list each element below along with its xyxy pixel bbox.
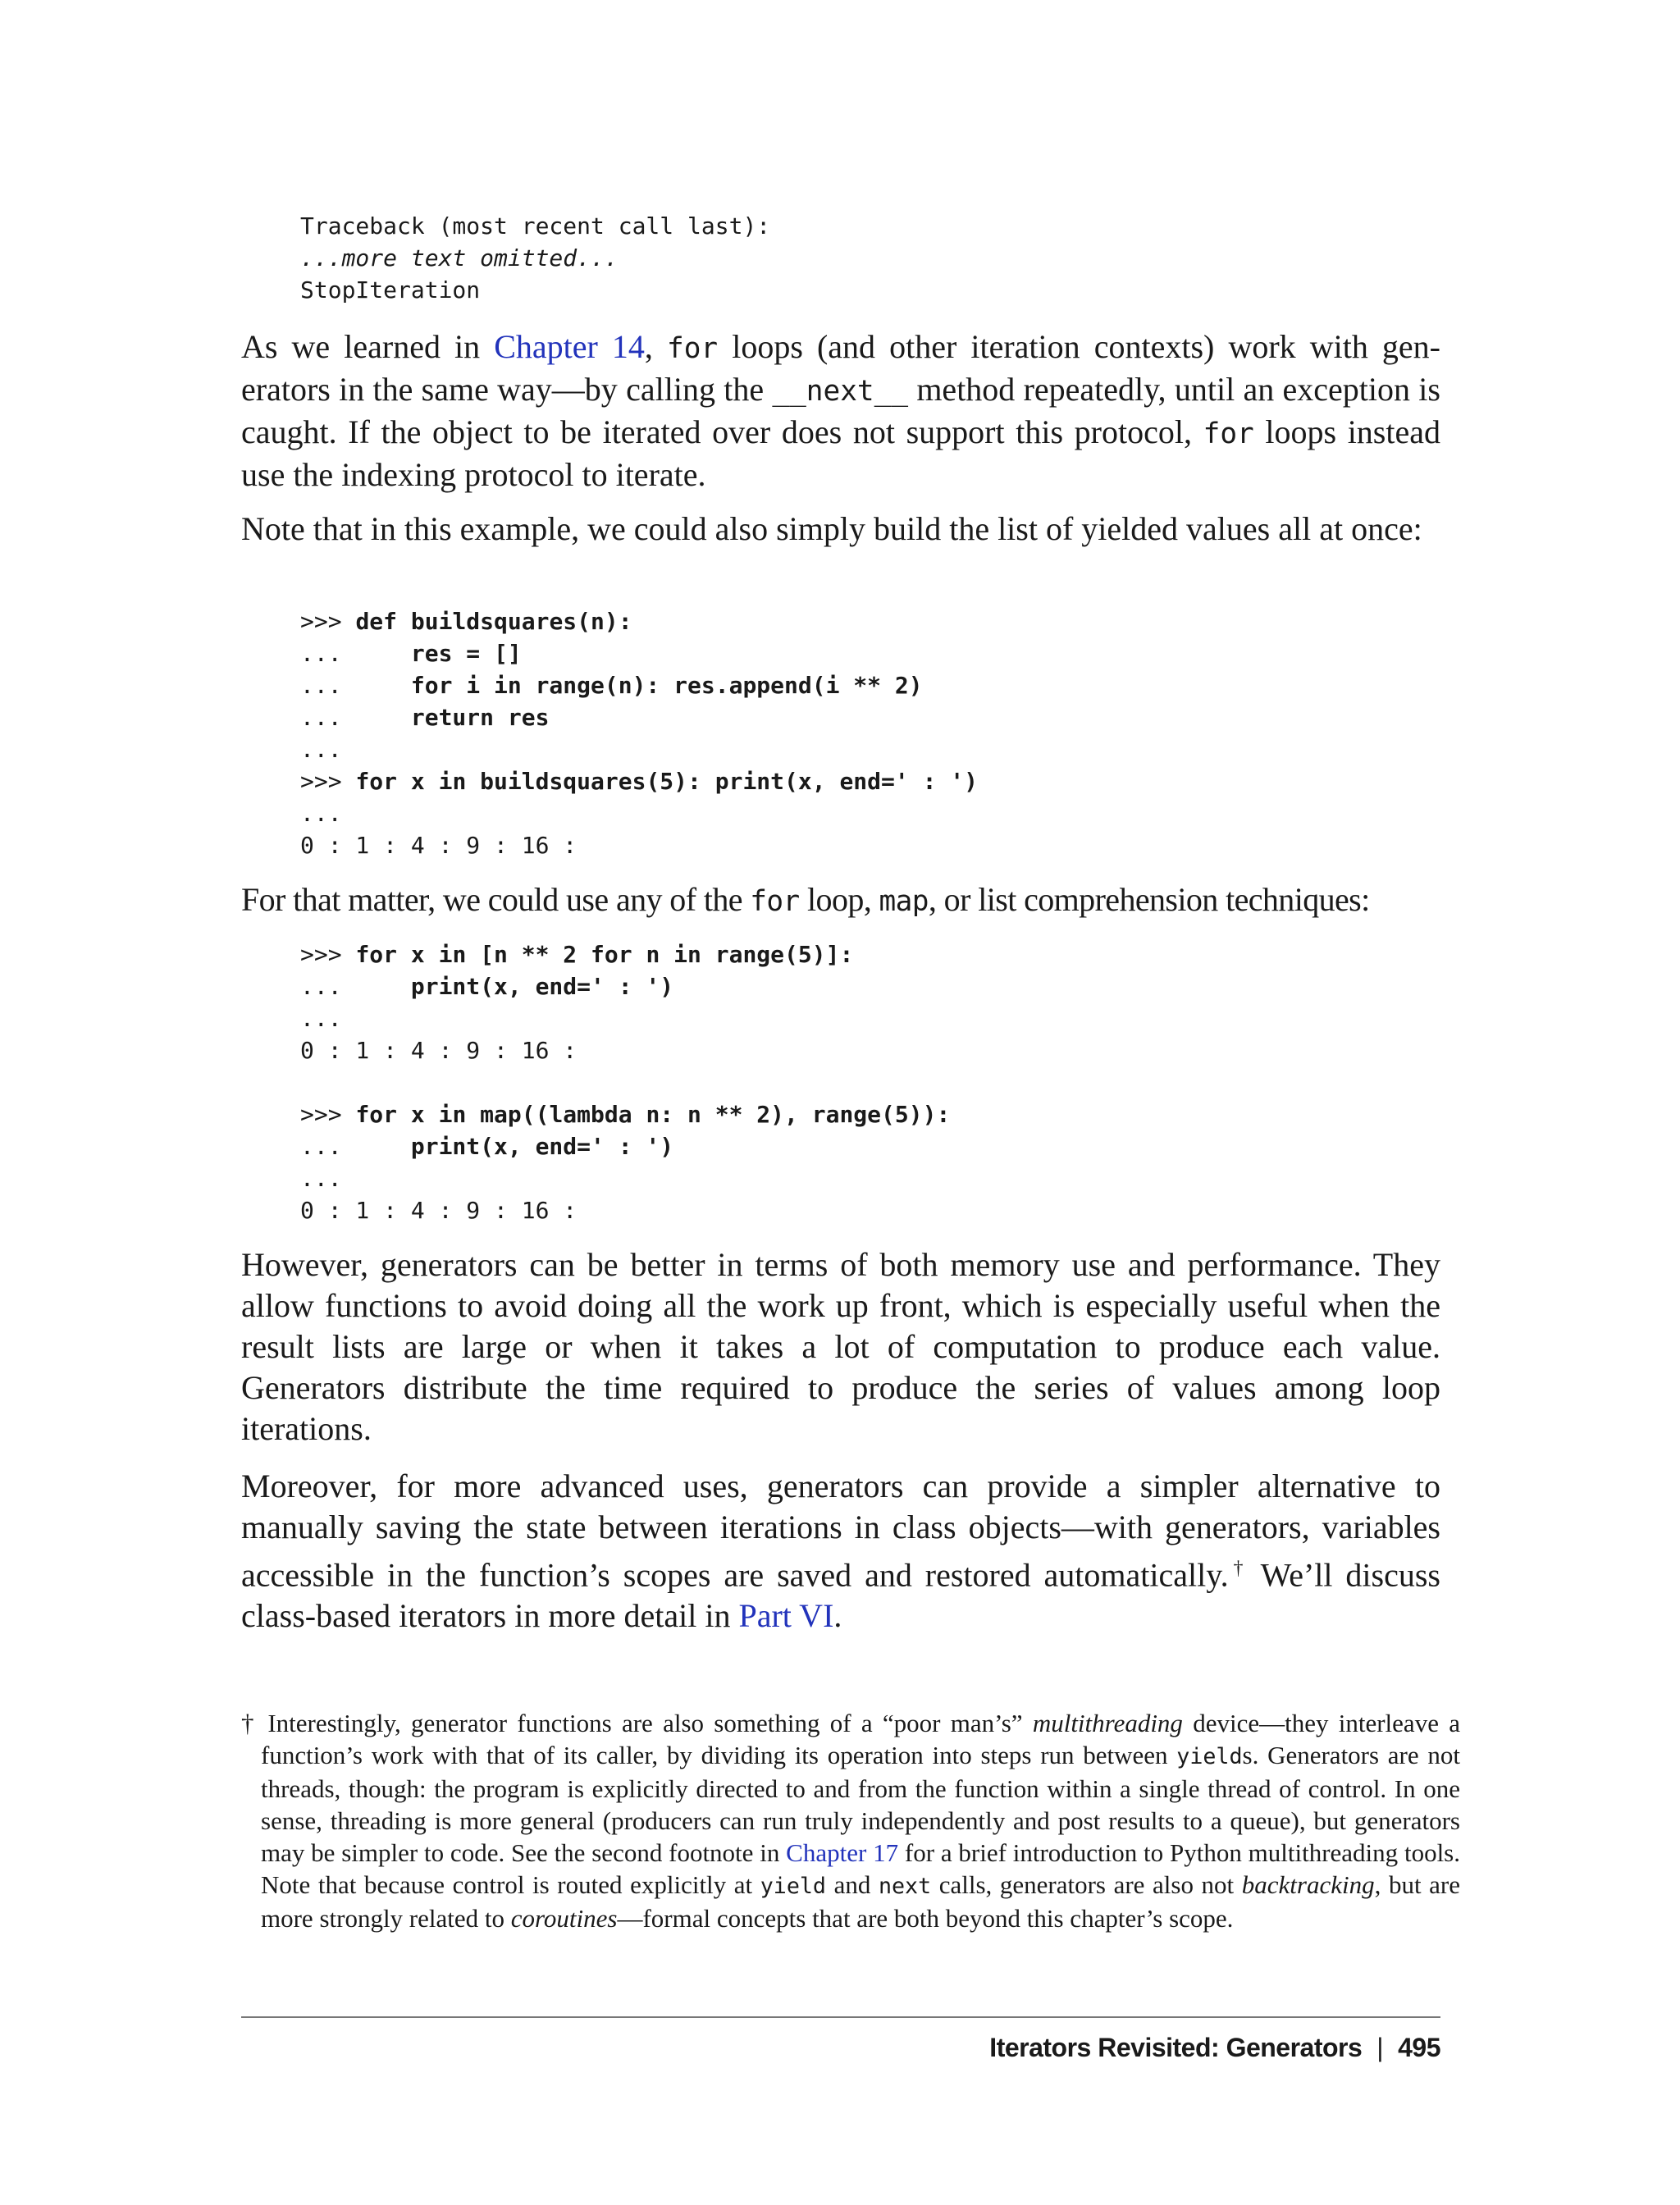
code-prompt: ... [300,704,411,731]
text-run: s. Generators are not threads, though: the program is explicitly directed to and from the function within a single thread of control. In one sense, threading is more general (producers can run truly independently and post results to a queue), but generators may be simpler to code. See the second footnote in [261,1741,1460,1867]
code-line [241,637,1440,669]
text-run: loop, [799,881,879,918]
inline-code: next [878,1874,932,1899]
page-footer [989,2033,1440,2063]
text-run: calls, generators are also not [931,1870,1242,1899]
page-number: 495 [1398,2033,1440,2062]
text-run: , but are more strongly related to [261,1870,1460,1933]
footnote-mark: † [241,1709,268,1737]
code-text: ...more text omitted... [300,244,619,272]
paragraph-memory-performance: However, generators can be better in terms of both memory use and performance. They allow functions to avoid doing all the work up front, which is especially useful when the result lists are large or when it takes a lot of computation to produce each value. Generators distribute the time required to produce the series of values among loop iterations. [241,1246,1440,1447]
code-line [241,1034,1440,1066]
code-text: return res [410,704,550,731]
link-chapter-14[interactable]: Chapter 14 [494,328,645,365]
paragraph-advanced-uses [241,1466,1440,1637]
code-block-buildsquares [241,605,1440,861]
text-run: Interestingly, generator functions are also something of a “poor man’s” [267,1709,1033,1737]
code-prompt: >>> [300,1101,356,1128]
code-text: for i in range(n): res.append(i ** 2) [410,672,923,699]
inline-code: for [750,885,800,918]
text-run: . [833,1597,842,1635]
code-prompt: ... [300,672,411,699]
text-run: , or list comprehension techniques: [928,881,1370,918]
text-run: We’ll discuss class-based iterators in more detail in [241,1556,1440,1635]
code-text: print(x, end=' : ') [410,1133,674,1160]
code-line [241,938,1440,970]
emphasis: backtracking [1241,1870,1375,1899]
code-block-map [241,1098,1440,1226]
code-line [241,669,1440,701]
code-block-comprehension [241,938,1440,1066]
code-text: for x in map((lambda n: n ** 2), range(5)): [355,1101,951,1128]
code-line [241,1002,1440,1034]
text-run: for a brief introduction to Python multithreading tools. Note that because control is routed explicitly at [261,1838,1460,1899]
code-line [241,1162,1440,1194]
code-prompt: ... [300,736,342,763]
code-line [241,242,1440,274]
footnote [241,1707,1460,1934]
link-part-vi[interactable]: Part VI [738,1597,834,1635]
code-prompt: >>> [300,941,356,968]
code-line [241,605,1440,637]
footnote-marker[interactable]: † [1228,1558,1249,1579]
code-prompt: ... [300,640,411,667]
code-text: for x in buildsquares(5): print(x, end=' : ') [355,768,979,795]
code-line [241,274,1440,306]
paragraph-iteration-protocol [241,326,1440,495]
code-text: print(x, end=' : ') [410,973,674,1000]
emphasis: multithreading [1032,1709,1183,1737]
text-run: device—they interleave a function’s work with that of its caller, by dividing its operation into steps run between [261,1709,1460,1769]
code-line [241,829,1440,861]
footer-rule [241,2016,1440,2018]
code-line [241,1194,1440,1226]
text-run: —formal concepts that are both beyond this chapter’s scope. [617,1904,1234,1933]
paragraph-build-list: Note that in this example, we could also simply build the list of yielded values all at once: [241,510,1422,547]
code-line [241,733,1440,765]
text-run: and [825,1870,879,1899]
code-text: res = [] [410,640,522,667]
text-run: loops (and other iteration contexts) work with gen-erators in the same way—by calling the [241,328,1440,408]
inline-code: for [1203,418,1254,450]
running-footer-title: Iterators Revisited: Generators [989,2033,1363,2062]
code-prompt: 0 : 1 : 4 : 9 : 16 : [300,1197,578,1224]
inline-code: yield [760,1874,826,1899]
text-run: method repeatedly, until an exception is caught. If the object to be iterated over does not support this protocol, [241,371,1440,450]
code-text: def buildsquares(n): [355,608,632,635]
emphasis: coroutines [510,1904,618,1933]
inline-code: __next__ [772,375,909,408]
text-run: For that matter, we could use any of the [241,881,751,918]
footer-separator: | [1376,2033,1384,2062]
text-run: , [644,328,667,365]
code-prompt: >>> [300,608,356,635]
code-line [241,970,1440,1002]
code-prompt: 0 : 1 : 4 : 9 : 16 : [300,1037,578,1064]
text-run: loops instead use the indexing protocol to iterate. [241,413,1440,493]
code-line [241,797,1440,829]
code-block-traceback [241,210,1440,306]
text-run: As we learned in [241,328,495,365]
inline-code: yield [1176,1744,1243,1769]
code-line [241,701,1440,733]
code-prompt: ... [300,1133,411,1160]
code-line [241,765,1440,797]
code-text: Traceback (most recent call last): [300,212,771,240]
code-prompt: ... [300,800,342,827]
book-page [241,0,1460,2205]
code-prompt: >>> [300,768,356,795]
inline-code: map [879,885,929,918]
inline-code: for [667,332,719,365]
text-run: Moreover, for more advanced uses, generators can provide a simpler alternative to manually saving the state between iterations in class objects—with generators, variables accessible in the function’s scopes are saved and restored automatically. [241,1468,1440,1594]
code-prompt: 0 : 1 : 4 : 9 : 16 : [300,832,578,859]
code-line [241,1130,1440,1162]
code-prompt: ... [300,1005,342,1032]
code-prompt: ... [300,1165,342,1192]
code-line [241,1098,1440,1130]
code-line [241,210,1440,242]
code-prompt: ... [300,973,411,1000]
paragraph-techniques [241,879,1440,922]
link-chapter-17[interactable]: Chapter 17 [786,1838,899,1867]
code-text: for x in [n ** 2 for n in range(5)]: [355,941,854,968]
code-text: StopIteration [300,276,481,304]
